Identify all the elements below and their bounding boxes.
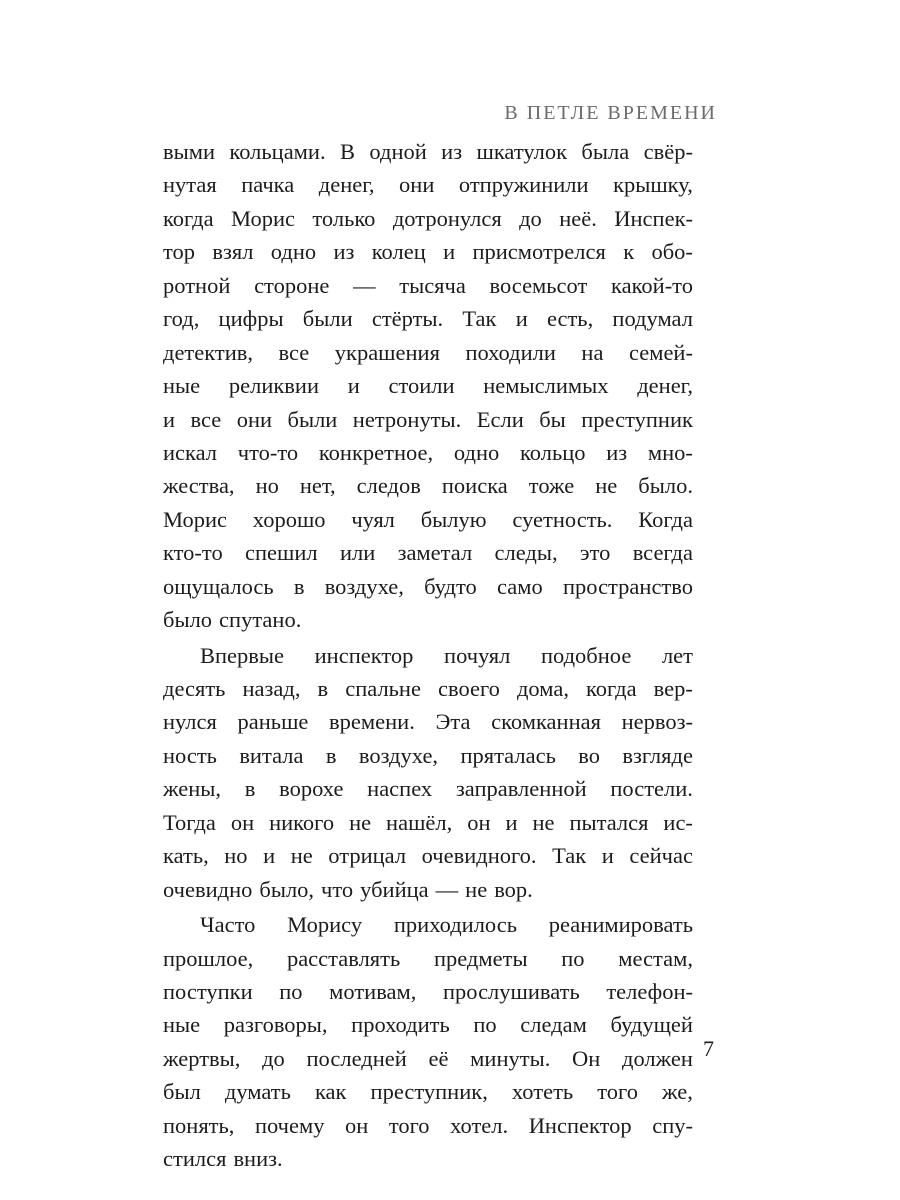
- paragraph: [163, 908, 693, 1176]
- text-line: ротной стороне — тысяча восемьсот какой-то: [163, 272, 693, 298]
- text-line: тор взял одно из колец и присмотрелся к обо-: [163, 239, 693, 265]
- text-line: жертвы, до последней её минуты. Он должен: [163, 1045, 693, 1071]
- text-line: Впервые инспектор почуял подобное лет: [200, 642, 693, 668]
- text-line: выми кольцами. В одной из шкатулок была свёр-: [163, 139, 693, 164]
- text-line: кто-то спешил или заметал следы, это всегда: [163, 540, 693, 566]
- paragraph: [163, 135, 693, 637]
- text-line: ные разговоры, проходить по следам будущей: [163, 1012, 693, 1038]
- text-line: десять назад, в спальне своего дома, когда вер-: [163, 676, 693, 701]
- text-line: нулся раньше времени. Эта скомканная нервоз-: [163, 709, 693, 735]
- text-line: очевидно было, что убийца — не вор.: [163, 876, 533, 902]
- text-line: Часто Морису приходилось реанимировать: [200, 912, 693, 938]
- text-line: детектив, все украшения походили на семей-: [163, 339, 693, 365]
- text-line: и все они были нетронуты. Если бы преступник: [163, 406, 693, 432]
- text-line: Тогда он никого не нашёл, он и не пытался ис-: [163, 809, 693, 835]
- text-line: поступки по мотивам, прослушивать телефон-: [163, 978, 693, 1004]
- text-line: было спутано.: [163, 607, 302, 633]
- text-line: год, цифры были стёрты. Так и есть, подумал: [163, 306, 693, 332]
- text-line: Морис хорошо чуял былую суетность. Когда: [163, 506, 693, 532]
- text-line: стился вниз.: [163, 1146, 283, 1172]
- text-line: нутая пачка денег, они отпружинили крышку,: [163, 172, 693, 198]
- text-line: кать, но и не отрицал очевидного. Так и сейчас: [163, 843, 693, 869]
- text-line: был думать как преступник, хотеть того же,: [163, 1079, 693, 1105]
- text-line: понять, почему он того хотел. Инспектор спу-: [163, 1112, 693, 1138]
- paragraph: [163, 639, 693, 907]
- text-line: искал что-то конкретное, одно кольцо из мно-: [163, 439, 693, 465]
- running-header: В ПЕТЛЕ ВРЕМЕНИ: [504, 102, 717, 124]
- text-line: жены, в ворохе наспех заправленной постели.: [163, 776, 693, 802]
- text-line: ощущалось в воздухе, будто само пространство: [163, 573, 693, 599]
- text-line: ность витала в воздухе, пряталась во взгляде: [163, 742, 693, 768]
- body-text: [163, 135, 693, 1176]
- text-line: прошлое, расставлять предметы по местам,: [163, 945, 693, 971]
- text-line: жества, но нет, следов поиска тоже не было.: [163, 473, 693, 499]
- page-number: 7: [703, 1036, 714, 1061]
- text-line: ные реликвии и стоили немыслимых денег,: [163, 373, 693, 399]
- text-line: когда Морис только дотронулся до неё. Инспек-: [163, 205, 693, 231]
